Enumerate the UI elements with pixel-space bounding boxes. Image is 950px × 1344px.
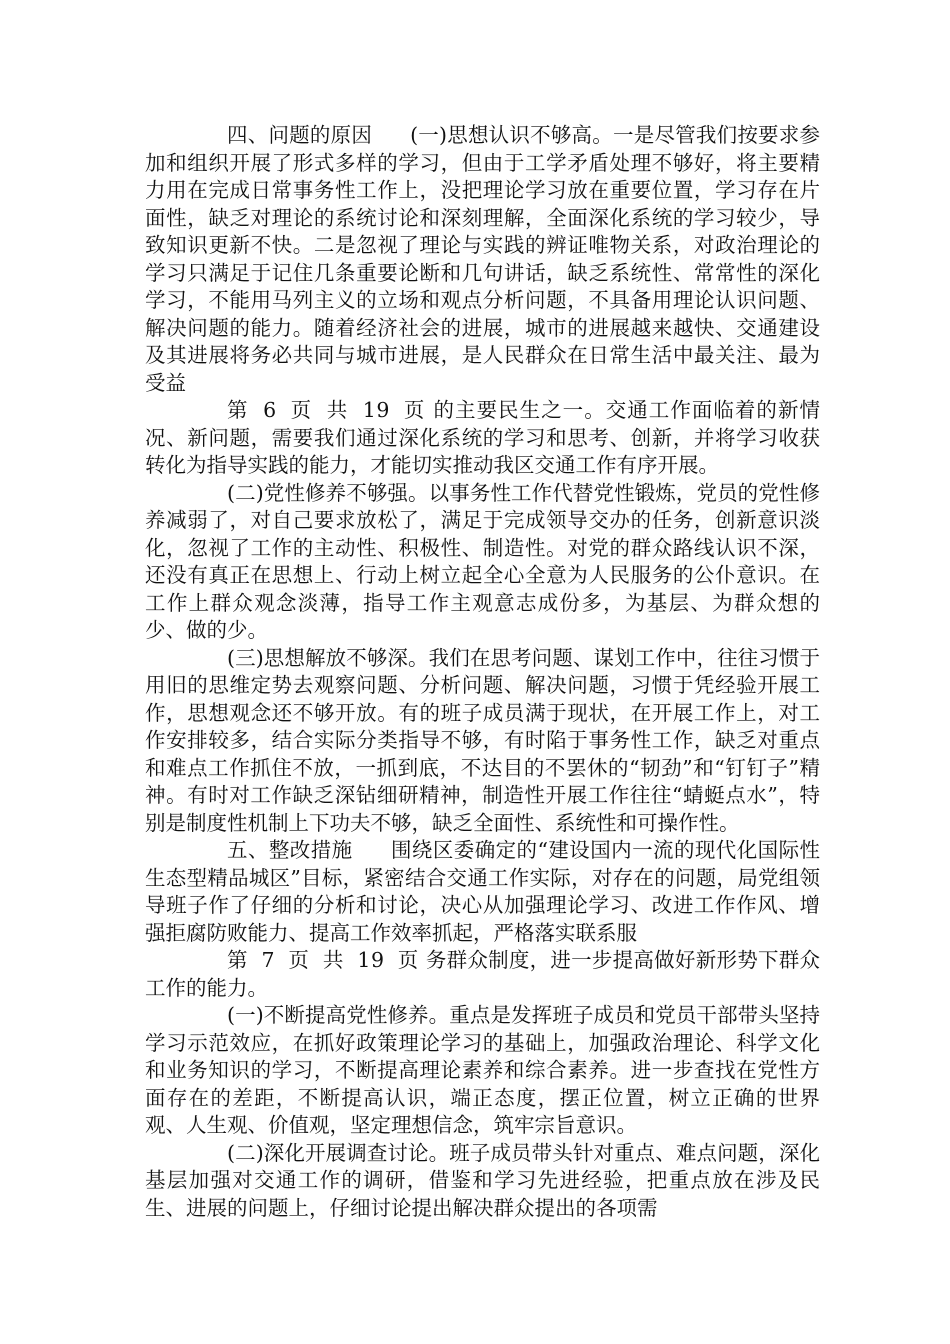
paragraph-text: (二)深化开展调查讨论。班子成员带头针对重点、难点问题，深化基层加强对交通工作的调研，借鉴和学习先进经验，把重点放在涉及民生、进展的问题上，仔细讨论提出解决群众提出的各项需 [145, 1140, 820, 1220]
paragraph-text: (一)不断提高党性修养。重点是发挥班子成员和党员干部带头坚持学习示范效应，在抓好政策理论学习的基础上，加强政治理论、科学文化和业务知识的学习，不断提高理论素养和综合素养。进一步查找在党性方面存在的差距，不断提高认识，端正态度，摆正位置，树立正确的世界观、人生观、价值观，坚定理想信念，筑牢宗旨意识。 [145, 1003, 820, 1137]
paragraph-text: 围绕区委确定的“建设国内一流的现代化国际性生态型精品城区”目标，紧密结合交通工作实际，对存在的问题，局党组领导班子作了仔细的分析和讨论，决心从加强理论学习、改进工作作风、增强拒腐防败能力、提高工作效率抓起，严格落实联系服 [145, 838, 820, 945]
section-heading-causes: 四、问题的原因 [227, 123, 373, 147]
section-heading-measures: 五、整改措施 [227, 838, 353, 862]
paragraph-rectification-intro [145, 837, 820, 947]
paragraph-text: 的主要民生之一。交通工作面临着的新情况、新问题，需要我们通过深化系统的学习和思考、创新，并将学习收获转化为指导实践的能力，才能切实推动我区交通工作有序开展。 [145, 398, 820, 477]
paragraph-text: 务群众制度，进一步提高做好新形势下群众工作的能力。 [145, 948, 820, 1000]
paragraph-text: (二)党性修养不够强。以事务性工作代替党性锻炼，党员的党性修养减弱了，对自己要求放松了，满足于完成领导交办的任务，创新意识淡化，忽视了工作的主动性、积极性、制造性。对党的群众路线认识不深，还没有真正在思想上、行动上树立起全心全意为人民服务的公仆意识。在工作上群众观念淡薄，指导工作主观意志成份多，为基层、为群众想的少、做的少。 [145, 480, 820, 642]
page-marker: 第 7 页 共 19 页 [227, 948, 420, 972]
paragraph-page-6-continuation [145, 397, 820, 480]
paragraph-thought-liberation [145, 645, 820, 838]
paragraph-text: (一)思想认识不够高。一是尽管我们按要求参加和组织开展了形式多样的学习，但由于工学矛盾处理不够好，将主要精力用在完成日常事务性工作上，没把理论学习放在重要位置，学习存在片面性，缺乏对理论的系统讨论和深刻理解，全面深化系统的学习较少，导致知识更新不快。二是忽视了理论与实践的辨证唯物关系，对政治理论的学习只满足于记住几条重要论断和几句讲话，缺乏系统性、常常性的深化学习，不能用马列主义的立场和观点分析问题，不具备用理论认识问题、解决问题的能力。随着经济社会的进展，城市的进展越来越快、交通建设及其进展将务必共同与城市进展，是人民群众在日常生活中最关注、最为受益 [145, 123, 821, 395]
paragraph-party-spirit [145, 480, 820, 645]
paragraph-page-7-continuation [145, 947, 820, 1002]
paragraph-improve-party-spirit [145, 1002, 820, 1140]
paragraph-causes-intro [145, 122, 820, 397]
paragraph-text: (三)思想解放不够深。我们在思考问题、谋划工作中，往往习惯于用旧的思维定势去观察问题、分析问题、解决问题，习惯于凭经验开展工作，思想观念还不够开放。有的班子成员满于现状，在开展工作上，对工作安排较多，结合实际分类指导不够，有时陷于事务性工作，缺乏对重点和难点工作抓住不放，一抓到底，不达目的不罢休的“韧劲”和“钉钉子”精神。有时对工作缺乏深钻细研精神，制造性开展工作往往“蜻蜓点水”，特别是制度性机制上下功夫不够，缺乏全面性、系统性和可操作性。 [145, 645, 820, 835]
page-marker: 第 6 页 共 19 页 [227, 398, 426, 422]
document-page [145, 122, 820, 1222]
paragraph-investigation-research [145, 1140, 820, 1223]
